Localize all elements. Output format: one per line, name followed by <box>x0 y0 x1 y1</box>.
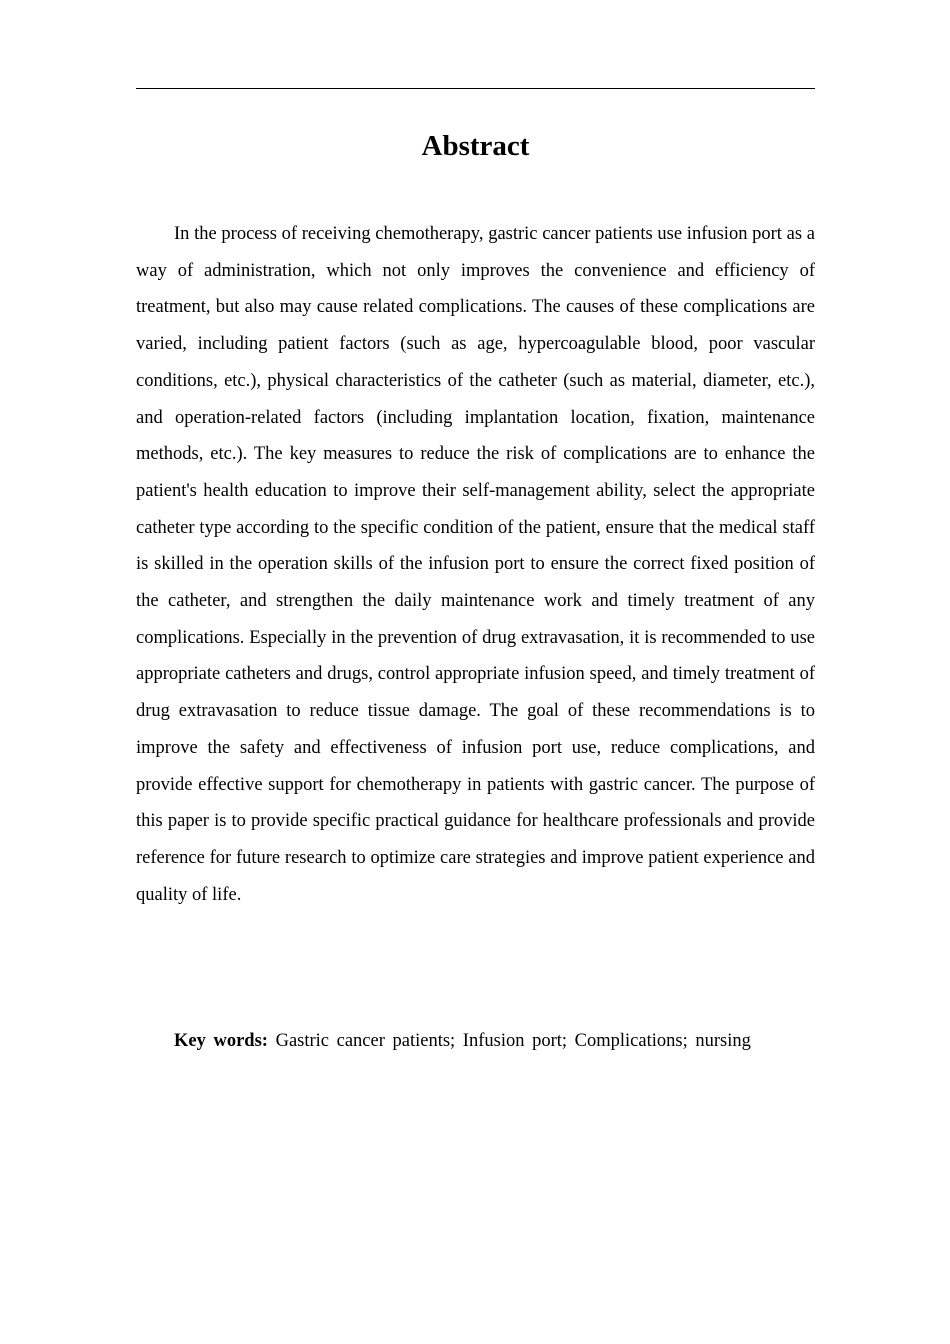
keywords-label: Key words: <box>174 1031 268 1051</box>
abstract-title: Abstract <box>421 130 530 162</box>
abstract-body: In the process of receiving chemotherapy, gastric cancer patients use infusion port as a way of administration, which not only improves the convenience and efficiency of treatment, but also may cause related complications. The causes of these complications are varied, including patient factors (such as age, hypercoagulable blood, poor vascular conditions, etc.), physical characteristics of the catheter (such as material, diameter, etc.), and operation-related factors (including implantation location, fixation, maintenance methods, etc.). The key measures to reduce the risk of complications are to enhance the patient's health education to improve their self-management ability, select the appropriate catheter type according to the specific condition of the patient, ensure that the medical staff is skilled in the operation skills of the infusion port to ensure the correct fixed position of the catheter, and strengthen the daily maintenance work and timely treatment of any complications. Especially in the prevention of drug extravasation, it is recommended to use appropriate catheters and drugs, control appropriate infusion speed, and timely treatment of drug extravasation to reduce tissue damage. The goal of these recommendations is to improve the safety and effectiveness of infusion port use, reduce complications, and provide effective support for chemotherapy in patients with gastric cancer. The purpose of this paper is to provide specific practical guidance for healthcare professionals and provide reference for future research to optimize care strategies and improve patient experience and quality of life. <box>136 224 815 905</box>
keywords-text: Gastric cancer patients; Infusion port; Complications; nursing <box>275 1031 751 1051</box>
keywords-line <box>136 1023 815 1059</box>
header-rule <box>136 88 815 89</box>
